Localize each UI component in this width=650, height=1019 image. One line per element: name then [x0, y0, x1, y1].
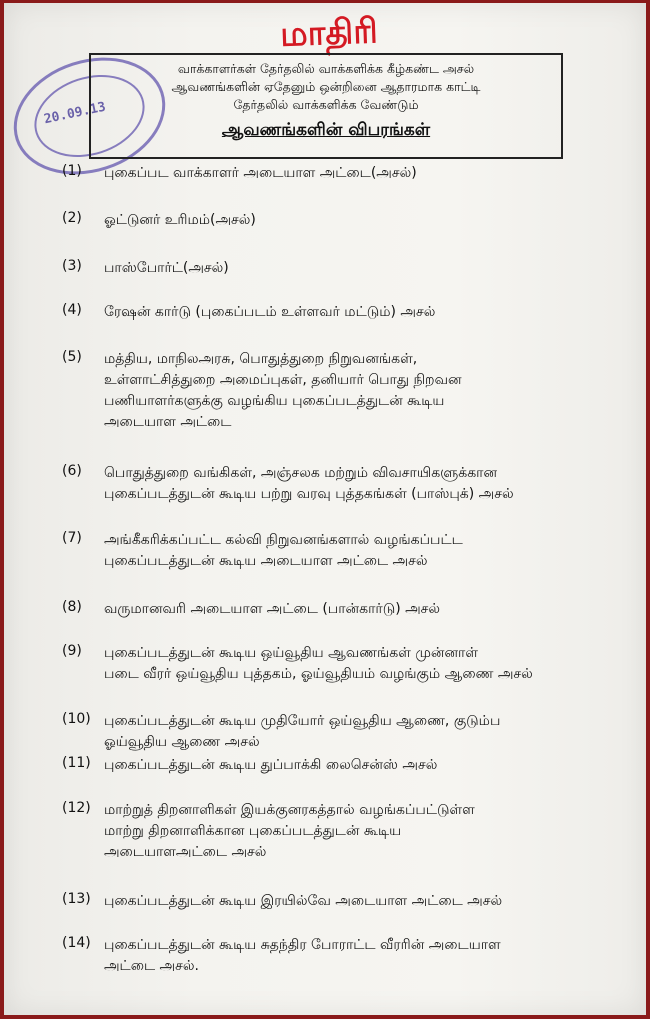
- item-line: புகைப்படத்துடன் கூடிய இரயில்வே அடையாள அட்டை அசல்: [104, 893, 503, 909]
- item-line: வருமானவரி அடையாள அட்டை (பான்கார்டு) அசல்: [104, 601, 441, 617]
- item-line: புகைப்படத்துடன் கூடிய சுதந்திர போராட்ட வீரரின் அடையாள: [104, 937, 501, 953]
- title-stamp: மாதிரி: [279, 11, 379, 55]
- item-line: புகைப்படத்துடன் கூடிய பற்று வரவு புத்தகங்கள் (பாஸ்புக்) அசல்: [104, 486, 514, 502]
- item-line: புகைப்படத்துடன் கூடிய துப்பாக்கி லைசென்ஸ் அசல்: [104, 757, 438, 773]
- item-number: (4): [62, 302, 82, 318]
- item-line: மத்திய, மாநிலஅரசு, பொதுத்துறை நிறுவனங்கள்,: [104, 351, 418, 367]
- item-line: புகைப்படத்துடன் கூடிய அடையாள அட்டை அசல்: [104, 553, 428, 569]
- header-line-1: வாக்காளர்கள் தேர்தலில் வாக்களிக்க கீழ்கண்ட அசல்: [177, 61, 475, 76]
- item-number: (14): [62, 935, 91, 951]
- item-number: (3): [62, 258, 82, 274]
- item-number: (8): [62, 599, 82, 615]
- document-heading: ஆவணங்களின் விபரங்கள்: [221, 120, 431, 140]
- item-number: (6): [62, 463, 82, 479]
- item-number: (7): [62, 530, 82, 546]
- seal-date: 20.09.13: [42, 99, 108, 128]
- header-box: [89, 53, 563, 159]
- item-line: அட்டை அசல்.: [104, 958, 199, 974]
- item-line: புகைப்படத்துடன் கூடிய ஒய்வூதிய ஆவணங்கள் முன்னாள்: [104, 645, 478, 661]
- item-line: மாற்றுத் திறனாளிகள் இயக்குனரகத்தால் வழங்கப்பட்டுள்ள: [104, 802, 475, 818]
- item-number: (12): [62, 800, 91, 816]
- item-line: புகைப்படத்துடன் கூடிய முதியோர் ஒய்வூதிய ஆணை, குடும்ப: [104, 713, 501, 729]
- item-number: (10): [62, 711, 91, 727]
- item-number: (11): [62, 755, 91, 771]
- item-number: (2): [62, 210, 82, 226]
- item-line: மாற்று திறனாளிக்கான புகைப்படத்துடன் கூடிய: [104, 823, 402, 839]
- item-line: படை வீரர் ஒய்வூதிய புத்தகம், ஓய்வூதியம் வழங்கும் ஆணை அசல்: [104, 666, 533, 682]
- item-line: ஓய்வூதிய ஆணை அசல்: [104, 734, 260, 750]
- item-number: (5): [62, 349, 82, 365]
- document-page: [4, 3, 646, 1015]
- item-number: (1): [62, 163, 82, 179]
- item-line: புகைப்பட வாக்காளர் அடையாள அட்டை(அசல்): [104, 165, 417, 181]
- item-number: (13): [62, 891, 91, 907]
- item-line: உள்ளாட்சித்துறை அமைப்புகள், தனியார் பொது நிறவன: [104, 372, 462, 388]
- item-line: அங்கீகரிக்கப்பட்ட கல்வி நிறுவனங்களால் வழங்கப்பட்ட: [104, 532, 463, 548]
- item-line: அடையாள அட்டை: [104, 414, 232, 430]
- item-line: ரேஷன் கார்டு (புகைப்படம் உள்ளவர் மட்டும்) அசல்: [104, 304, 436, 320]
- item-number: (9): [62, 643, 82, 659]
- item-line: அடையாளஅட்டை அசல்: [104, 844, 267, 860]
- item-line: பாஸ்போர்ட்(அசல்): [104, 260, 229, 276]
- header-line-2: ஆவணங்களின் ஏதேனும் ஒன்றினை ஆதாரமாக காட்டி: [171, 79, 481, 94]
- item-line: ஓட்டுனர் உரிமம்(அசல்): [104, 212, 256, 228]
- item-line: பணியாளர்களுக்கு வழங்கிய புகைப்படத்துடன் கூடிய: [104, 393, 445, 409]
- item-line: பொதுத்துறை வங்கிகள், அஞ்சலக மற்றும் விவசாயிகளுக்கான: [104, 465, 498, 481]
- header-line-3: தேர்தலில் வாக்களிக்க வேண்டும்: [233, 97, 419, 112]
